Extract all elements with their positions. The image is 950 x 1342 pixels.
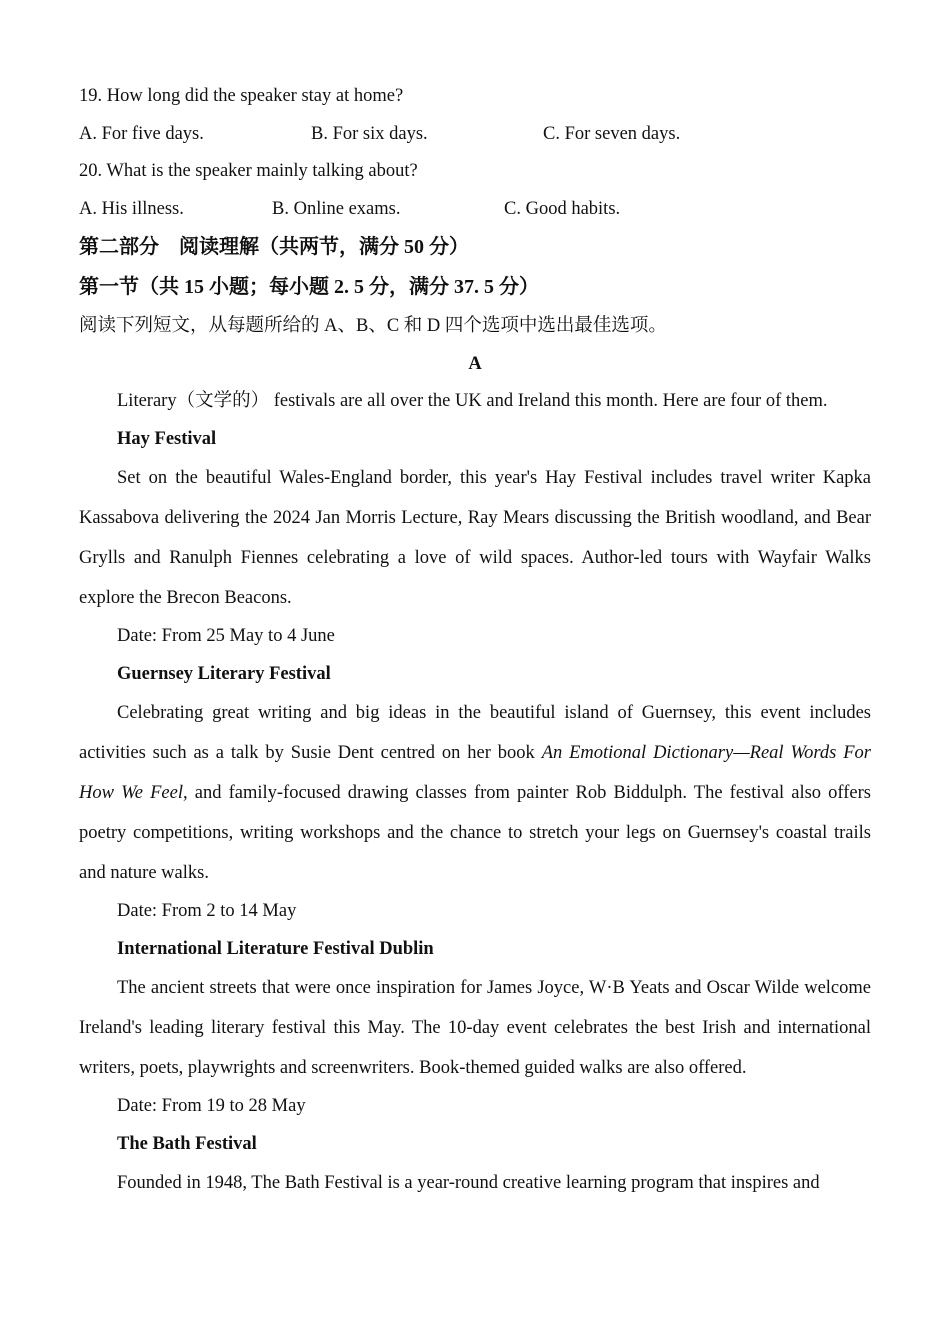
passage-intro: Literary（文学的） festivals are all over the UK and Ireland this month. Here are four of them. xyxy=(117,391,828,411)
festival-description: Set on the beautiful Wales-England border, this year's Hay Festival includes travel writer Kapka Kassabova delivering the 2024 Jan Morris Lecture, Ray Mears discussing the British woodland, and Bear Grylls and Ranulph Fiennes celebrating a love of wild spaces. Author-led tours with Wayfair Walks explore the Brecon Beacons. xyxy=(79,468,871,608)
festival-description xyxy=(79,693,871,893)
festival-heading: Hay Festival xyxy=(117,428,217,449)
exam-page xyxy=(79,78,871,1203)
festival-date: Date: From 2 to 14 May xyxy=(117,901,297,921)
part-title: 第二部分 阅读理解（共两节，满分 50 分） xyxy=(79,236,469,258)
passage-letter: A xyxy=(468,354,482,374)
festival-description: The ancient streets that were once inspiration for James Joyce, W·B Yeats and Oscar Wilde welcome Ireland's leading literary festival this May. The 10-day event celebrates the best Irish and international writers, poets, playwrights and screenwriters. Book-themed guided walks are also offered. xyxy=(79,978,871,1078)
option-b[interactable]: B. Online exams. xyxy=(272,198,401,219)
option-b[interactable]: B. For six days. xyxy=(311,123,428,144)
festival-date: Date: From 25 May to 4 June xyxy=(117,626,335,646)
book-title: An Emotional Dictionary—Real Words For How We Feel xyxy=(79,743,871,803)
description-text: Celebrating great writing and big ideas in the beautiful island of Guernsey, this event includes activities such as a talk by Susie Dent centred on her book xyxy=(79,703,871,763)
option-c[interactable]: C. Good habits. xyxy=(504,198,621,219)
festival-description: Founded in 1948, The Bath Festival is a year-round creative learning program that inspires and xyxy=(117,1173,820,1193)
festival-date: Date: From 19 to 28 May xyxy=(117,1096,306,1116)
option-a[interactable]: A. For five days. xyxy=(79,123,204,144)
instruction: 阅读下列短文，从每题所给的 A、B、C 和 D 四个选项中选出最佳选项。 xyxy=(79,316,667,336)
festival-heading: International Literature Festival Dublin xyxy=(117,938,434,959)
question-19-options xyxy=(79,116,871,154)
option-a[interactable]: A. His illness. xyxy=(79,198,184,219)
question-20-stem: 20. What is the speaker mainly talking about? xyxy=(79,161,418,181)
option-c[interactable]: C. For seven days. xyxy=(543,123,681,144)
question-20-options xyxy=(79,191,871,229)
festival-heading: The Bath Festival xyxy=(117,1133,257,1154)
section-title: 第一节（共 15 小题；每小题 2. 5 分，满分 37. 5 分） xyxy=(79,275,539,298)
question-19-stem: 19. How long did the speaker stay at home? xyxy=(79,86,404,106)
festival-heading: Guernsey Literary Festival xyxy=(117,663,331,684)
description-text: , and family-focused drawing classes from painter Rob Biddulph. The festival also offers poetry competitions, writing workshops and the chance to stretch your legs on Guernsey's coastal trails and nature walks. xyxy=(79,783,871,883)
